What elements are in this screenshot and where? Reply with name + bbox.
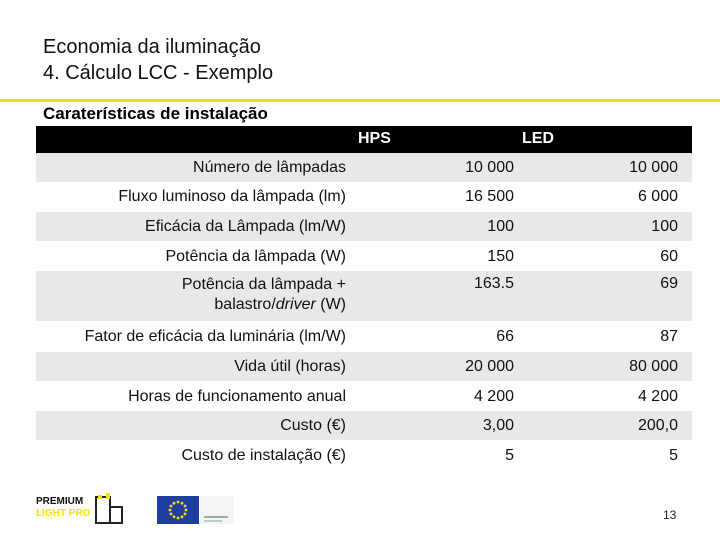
led-value: 69 (660, 275, 678, 292)
table-row (36, 212, 692, 242)
led-value: 5 (669, 447, 678, 464)
logo-text-light-pro: LIGHT PRO (36, 508, 91, 519)
premium-light-pro-logo (36, 491, 126, 527)
row-label: Eficácia da Lâmpada (lm/W) (145, 218, 346, 235)
hps-value: 16 500 (465, 188, 514, 205)
row-label: Fator de eficácia da luminária (lm/W) (84, 328, 346, 345)
installation-table (36, 126, 692, 470)
header-led: LED (522, 130, 554, 147)
table-header (36, 126, 692, 153)
row-label-line-2a: balastro/ (214, 296, 276, 313)
hps-value: 3,00 (482, 417, 514, 434)
row-label: Vida útil (horas) (234, 358, 346, 375)
led-value: 87 (660, 328, 678, 345)
table-row (36, 322, 692, 352)
eu-funding-text-block (200, 496, 234, 524)
title-line-2: 4. Cálculo LCC - Exemplo (43, 62, 274, 84)
table-row (36, 382, 692, 411)
led-value: 60 (660, 248, 678, 265)
led-value: 80 000 (629, 358, 678, 375)
table-row (36, 271, 692, 322)
hps-value: 150 (487, 248, 514, 265)
led-value: 200,0 (637, 417, 678, 434)
led-value: 100 (651, 218, 678, 235)
title-line-1: Economia da iluminação (43, 36, 261, 58)
header-hps: HPS (358, 130, 391, 147)
table-row (36, 242, 692, 271)
row-label-line-1: Potência da lâmpada + (181, 276, 346, 293)
row-label-line-2c: (W) (315, 296, 346, 313)
table-row (36, 441, 692, 470)
led-value: 4 200 (637, 388, 678, 405)
slide-title (43, 34, 273, 86)
hps-value: 5 (505, 447, 514, 464)
table-row (36, 411, 692, 441)
row-label: Potência da lâmpada (W) (165, 248, 346, 265)
row-label: Horas de funcionamento anual (128, 388, 346, 405)
row-label: Fluxo luminoso da lâmpada (lm) (118, 188, 346, 205)
hps-value: 10 000 (465, 159, 514, 176)
table-row (36, 183, 692, 212)
hps-value: 100 (487, 218, 514, 235)
hps-value: 4 200 (473, 388, 514, 405)
table-row (36, 352, 692, 382)
row-label: Número de lâmpadas (193, 159, 346, 176)
row-label: Custo de instalação (€) (181, 447, 346, 464)
page-number: 13 (663, 508, 677, 522)
led-value: 10 000 (629, 159, 678, 176)
hps-value: 20 000 (465, 358, 514, 375)
row-label-line-2-italic: driver (275, 296, 316, 313)
hps-value: 66 (496, 328, 514, 345)
led-value: 6 000 (637, 188, 678, 205)
table-row (36, 153, 692, 183)
row-label (46, 275, 346, 315)
row-label: Custo (€) (280, 417, 346, 434)
logo-text-premium: PREMIUM (36, 496, 84, 507)
table-caption: Caraterísticas de instalação (43, 104, 268, 123)
title-divider (0, 99, 720, 102)
hps-value: 163.5 (473, 275, 514, 292)
eu-flag-icon (157, 496, 199, 524)
